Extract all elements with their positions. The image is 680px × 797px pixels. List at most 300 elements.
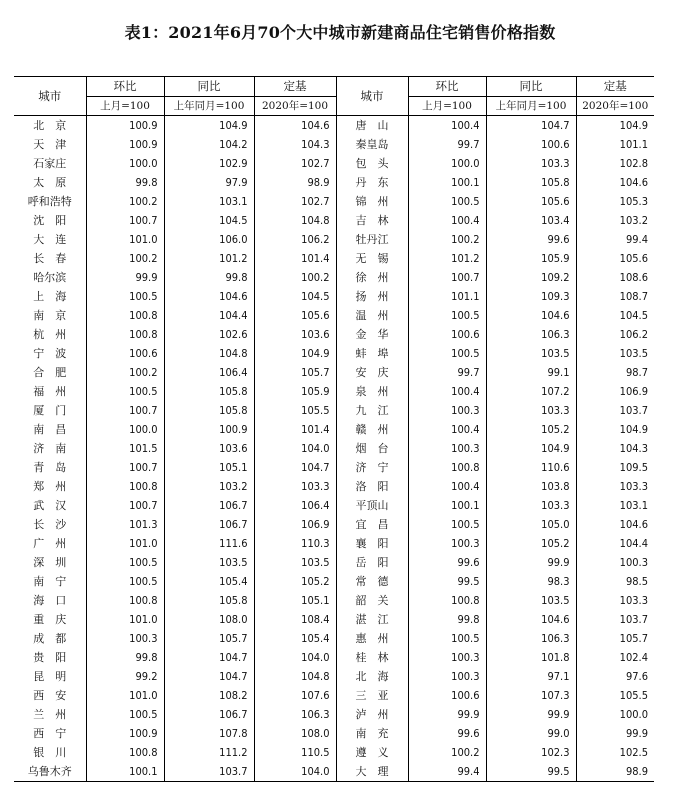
mom-value-right: 100.4 (408, 477, 486, 496)
base-value-left: 102.7 (254, 192, 336, 211)
mom-value-right: 100.8 (408, 591, 486, 610)
header-base-sub-left: 2020年=100 (254, 97, 336, 116)
yoy-value-left: 105.7 (164, 629, 254, 648)
table-row (14, 439, 654, 458)
base-value-left: 106.3 (254, 705, 336, 724)
city-name-right: 锦 州 (336, 192, 408, 211)
yoy-value-left: 108.2 (164, 686, 254, 705)
city-name-right: 烟 台 (336, 439, 408, 458)
city-name-left: 合 肥 (33, 366, 67, 379)
yoy-value-right: 103.5 (486, 591, 576, 610)
yoy-value-right: 105.0 (486, 515, 576, 534)
yoy-value-right: 103.8 (486, 477, 576, 496)
base-value-right: 108.7 (576, 287, 654, 306)
mom-value-left: 100.7 (86, 401, 164, 420)
base-value-left: 110.3 (254, 534, 336, 553)
yoy-value-right: 109.3 (486, 287, 576, 306)
city-name-right: 南 充 (336, 724, 408, 743)
base-value-right: 103.5 (576, 344, 654, 363)
city-name-right: 北 海 (336, 667, 408, 686)
mom-value-right: 100.3 (408, 401, 486, 420)
yoy-value-right: 100.6 (486, 135, 576, 154)
yoy-value-left: 106.4 (164, 363, 254, 382)
city-name-right: 牡丹江 (336, 230, 408, 249)
city-name-right: 岳 阳 (336, 553, 408, 572)
base-value-right: 98.9 (576, 762, 654, 782)
base-value-left: 104.8 (254, 211, 336, 230)
city-name-right: 泉 州 (336, 382, 408, 401)
base-value-left: 105.9 (254, 382, 336, 401)
mom-value-right: 100.0 (408, 154, 486, 173)
city-name-right: 蚌 埠 (336, 344, 408, 363)
mom-value-left: 100.7 (86, 458, 164, 477)
mom-value-left: 100.1 (86, 762, 164, 782)
header-city-right: 城市 (336, 77, 408, 116)
base-value-right: 106.2 (576, 325, 654, 344)
city-name-right: 九 江 (336, 401, 408, 420)
mom-value-right: 100.5 (408, 344, 486, 363)
base-value-left: 110.5 (254, 743, 336, 762)
city-name-right: 三 亚 (336, 686, 408, 705)
base-value-left: 103.6 (254, 325, 336, 344)
table-row (14, 135, 654, 154)
table-row (14, 173, 654, 192)
table-row (14, 534, 654, 553)
base-value-right: 104.4 (576, 534, 654, 553)
yoy-value-left: 104.7 (164, 648, 254, 667)
mom-value-left: 100.0 (86, 154, 164, 173)
yoy-value-left: 102.9 (164, 154, 254, 173)
city-name-left: 济 南 (33, 442, 67, 455)
table-row (14, 401, 654, 420)
yoy-value-right: 99.9 (486, 553, 576, 572)
yoy-value-right: 110.6 (486, 458, 576, 477)
yoy-value-right: 105.9 (486, 249, 576, 268)
city-name-left: 沈 阳 (33, 214, 67, 227)
city-name-left: 福 州 (33, 385, 67, 398)
city-name-right: 宜 昌 (336, 515, 408, 534)
yoy-value-left: 105.1 (164, 458, 254, 477)
city-name-right: 秦皇岛 (336, 135, 408, 154)
table-row (14, 553, 654, 572)
mom-value-left: 100.5 (86, 382, 164, 401)
mom-value-right: 100.6 (408, 325, 486, 344)
base-value-right: 104.5 (576, 306, 654, 325)
table-row (14, 363, 654, 382)
table-row (14, 211, 654, 230)
base-value-right: 102.4 (576, 648, 654, 667)
mom-value-left: 100.8 (86, 591, 164, 610)
yoy-value-right: 105.6 (486, 192, 576, 211)
base-value-left: 105.7 (254, 363, 336, 382)
mom-value-left: 100.8 (86, 743, 164, 762)
mom-value-right: 99.6 (408, 553, 486, 572)
base-value-right: 105.7 (576, 629, 654, 648)
city-name-right: 湛 江 (336, 610, 408, 629)
city-name-right: 遵 义 (336, 743, 408, 762)
mom-value-right: 100.5 (408, 306, 486, 325)
mom-value-left: 100.8 (86, 306, 164, 325)
yoy-value-right: 103.4 (486, 211, 576, 230)
yoy-value-left: 107.8 (164, 724, 254, 743)
base-value-left: 104.0 (254, 439, 336, 458)
yoy-value-left: 101.2 (164, 249, 254, 268)
header-mom-left: 环比 (86, 77, 164, 97)
yoy-value-left: 106.7 (164, 496, 254, 515)
mom-value-left: 100.2 (86, 192, 164, 211)
mom-value-right: 99.9 (408, 705, 486, 724)
table-row (14, 648, 654, 667)
yoy-value-left: 104.4 (164, 306, 254, 325)
base-value-right: 105.3 (576, 192, 654, 211)
mom-value-right: 101.1 (408, 287, 486, 306)
base-value-right: 108.6 (576, 268, 654, 287)
city-name-left: 深 圳 (33, 556, 67, 569)
mom-value-left: 101.0 (86, 686, 164, 705)
city-name-right: 安 庆 (336, 363, 408, 382)
header-mom-right: 环比 (408, 77, 486, 97)
header-base-left: 定基 (254, 77, 336, 97)
base-value-left: 108.0 (254, 724, 336, 743)
city-name-left: 宁 波 (33, 347, 67, 360)
yoy-value-right: 103.5 (486, 344, 576, 363)
city-name-right: 平顶山 (336, 496, 408, 515)
mom-value-left: 100.8 (86, 477, 164, 496)
table-header (14, 77, 654, 116)
base-value-right: 104.9 (576, 420, 654, 439)
base-value-right: 106.9 (576, 382, 654, 401)
mom-value-left: 100.2 (86, 249, 164, 268)
base-value-right: 103.2 (576, 211, 654, 230)
base-value-left: 104.7 (254, 458, 336, 477)
yoy-value-right: 107.3 (486, 686, 576, 705)
mom-value-left: 100.9 (86, 116, 164, 136)
city-name-left: 武 汉 (33, 499, 67, 512)
base-value-right: 97.6 (576, 667, 654, 686)
yoy-value-right: 104.6 (486, 610, 576, 629)
mom-value-right: 99.7 (408, 135, 486, 154)
mom-value-left: 100.9 (86, 135, 164, 154)
table-row (14, 230, 654, 249)
city-name-right: 常 德 (336, 572, 408, 591)
city-name-left: 杭 州 (33, 328, 67, 341)
city-name-left: 西 宁 (33, 727, 67, 740)
table-body (14, 116, 654, 782)
base-value-right: 103.3 (576, 477, 654, 496)
mom-value-right: 99.6 (408, 724, 486, 743)
mom-value-right: 100.8 (408, 458, 486, 477)
base-value-left: 106.9 (254, 515, 336, 534)
mom-value-left: 101.0 (86, 610, 164, 629)
yoy-value-left: 104.5 (164, 211, 254, 230)
yoy-value-left: 105.4 (164, 572, 254, 591)
yoy-value-left: 102.6 (164, 325, 254, 344)
mom-value-right: 101.2 (408, 249, 486, 268)
city-name-left: 南 昌 (33, 423, 67, 436)
table-row (14, 477, 654, 496)
yoy-value-left: 106.0 (164, 230, 254, 249)
mom-value-left: 100.5 (86, 553, 164, 572)
table-row (14, 249, 654, 268)
city-name-left: 贵 阳 (33, 651, 67, 664)
yoy-value-right: 103.3 (486, 154, 576, 173)
city-name-right: 韶 关 (336, 591, 408, 610)
city-name-right: 包 头 (336, 154, 408, 173)
yoy-value-left: 108.0 (164, 610, 254, 629)
city-name-right: 泸 州 (336, 705, 408, 724)
city-name-left: 北 京 (33, 119, 67, 132)
base-value-right: 104.6 (576, 515, 654, 534)
mom-value-right: 100.1 (408, 173, 486, 192)
base-value-left: 104.9 (254, 344, 336, 363)
mom-value-left: 100.3 (86, 629, 164, 648)
mom-value-right: 99.4 (408, 762, 486, 782)
base-value-right: 99.9 (576, 724, 654, 743)
base-value-left: 107.6 (254, 686, 336, 705)
price-index-table (14, 76, 654, 782)
yoy-value-right: 105.2 (486, 534, 576, 553)
base-value-right: 100.3 (576, 553, 654, 572)
mom-value-left: 101.0 (86, 230, 164, 249)
yoy-value-left: 103.7 (164, 762, 254, 782)
city-name-right: 大 理 (336, 762, 408, 782)
city-name-right: 无 锡 (336, 249, 408, 268)
base-value-left: 101.4 (254, 420, 336, 439)
city-name-left: 青 岛 (33, 461, 67, 474)
base-value-left: 106.4 (254, 496, 336, 515)
yoy-value-left: 106.7 (164, 515, 254, 534)
yoy-value-left: 99.8 (164, 268, 254, 287)
mom-value-left: 99.9 (86, 268, 164, 287)
yoy-value-right: 99.6 (486, 230, 576, 249)
city-name-right: 唐 山 (336, 116, 408, 136)
base-value-right: 104.6 (576, 173, 654, 192)
header-base-right: 定基 (576, 77, 654, 97)
yoy-value-right: 104.7 (486, 116, 576, 136)
table-row (14, 154, 654, 173)
yoy-value-left: 104.2 (164, 135, 254, 154)
city-name-left: 南 京 (33, 309, 67, 322)
base-value-left: 103.3 (254, 477, 336, 496)
yoy-value-left: 104.8 (164, 344, 254, 363)
base-value-left: 105.6 (254, 306, 336, 325)
header-yoy-right: 同比 (486, 77, 576, 97)
mom-value-right: 100.5 (408, 629, 486, 648)
city-name-left: 重 庆 (33, 613, 67, 626)
yoy-value-left: 104.9 (164, 116, 254, 136)
base-value-right: 103.3 (576, 591, 654, 610)
table-row (14, 705, 654, 724)
yoy-value-left: 104.7 (164, 667, 254, 686)
header-yoy-left: 同比 (164, 77, 254, 97)
mom-value-right: 100.3 (408, 534, 486, 553)
mom-value-left: 100.5 (86, 572, 164, 591)
city-name-right: 惠 州 (336, 629, 408, 648)
base-value-right: 105.6 (576, 249, 654, 268)
mom-value-right: 100.5 (408, 192, 486, 211)
city-name-left: 广 州 (33, 537, 67, 550)
header-yoy-sub-right: 上年同月=100 (486, 97, 576, 116)
base-value-right: 98.7 (576, 363, 654, 382)
mom-value-left: 101.0 (86, 534, 164, 553)
mom-value-right: 99.7 (408, 363, 486, 382)
mom-value-right: 100.2 (408, 230, 486, 249)
yoy-value-right: 101.8 (486, 648, 576, 667)
base-value-left: 100.2 (254, 268, 336, 287)
mom-value-right: 100.4 (408, 420, 486, 439)
yoy-value-left: 103.6 (164, 439, 254, 458)
base-value-right: 103.7 (576, 610, 654, 629)
table-row (14, 686, 654, 705)
city-name-right: 温 州 (336, 306, 408, 325)
city-name-left: 银 川 (33, 746, 67, 759)
header-yoy-sub-left: 上年同月=100 (164, 97, 254, 116)
base-value-right: 104.3 (576, 439, 654, 458)
yoy-value-left: 100.9 (164, 420, 254, 439)
base-value-left: 98.9 (254, 173, 336, 192)
city-name-left: 石家庄 (33, 157, 67, 170)
mom-value-right: 99.8 (408, 610, 486, 629)
table-row (14, 610, 654, 629)
base-value-right: 103.7 (576, 401, 654, 420)
yoy-value-right: 99.5 (486, 762, 576, 782)
city-name-right: 吉 林 (336, 211, 408, 230)
base-value-left: 104.3 (254, 135, 336, 154)
yoy-value-right: 109.2 (486, 268, 576, 287)
yoy-value-left: 105.8 (164, 382, 254, 401)
city-name-left: 上 海 (33, 290, 67, 303)
table-row (14, 344, 654, 363)
base-value-right: 102.5 (576, 743, 654, 762)
city-name-left: 厦 门 (33, 404, 67, 417)
city-name-right: 赣 州 (336, 420, 408, 439)
table-row (14, 762, 654, 782)
mom-value-right: 100.4 (408, 382, 486, 401)
city-name-left: 成 都 (33, 632, 67, 645)
mom-value-right: 100.5 (408, 515, 486, 534)
yoy-value-left: 104.6 (164, 287, 254, 306)
base-value-left: 101.4 (254, 249, 336, 268)
base-value-right: 109.5 (576, 458, 654, 477)
yoy-value-right: 107.2 (486, 382, 576, 401)
yoy-value-right: 105.2 (486, 420, 576, 439)
city-name-right: 济 宁 (336, 458, 408, 477)
yoy-value-right: 99.9 (486, 705, 576, 724)
table-row (14, 458, 654, 477)
mom-value-left: 100.0 (86, 420, 164, 439)
mom-value-right: 100.6 (408, 686, 486, 705)
city-name-right: 襄 阳 (336, 534, 408, 553)
city-name-left: 大 连 (33, 233, 67, 246)
yoy-value-right: 104.9 (486, 439, 576, 458)
yoy-value-right: 106.3 (486, 325, 576, 344)
city-name-left: 哈尔滨 (33, 271, 67, 284)
city-name-left: 长 春 (33, 252, 67, 265)
header-mom-sub-right: 上月=100 (408, 97, 486, 116)
city-name-right: 扬 州 (336, 287, 408, 306)
base-value-right: 102.8 (576, 154, 654, 173)
table-row (14, 629, 654, 648)
yoy-value-left: 103.5 (164, 553, 254, 572)
city-name-left: 兰 州 (33, 708, 67, 721)
base-value-left: 104.6 (254, 116, 336, 136)
yoy-value-right: 104.6 (486, 306, 576, 325)
yoy-value-right: 98.3 (486, 572, 576, 591)
mom-value-left: 100.2 (86, 363, 164, 382)
city-name-right: 徐 州 (336, 268, 408, 287)
mom-value-left: 99.8 (86, 173, 164, 192)
table-row (14, 591, 654, 610)
yoy-value-right: 106.3 (486, 629, 576, 648)
city-name-left: 西 安 (33, 689, 67, 702)
city-name-left: 太 原 (33, 176, 67, 189)
mom-value-left: 101.3 (86, 515, 164, 534)
mom-value-left: 100.9 (86, 724, 164, 743)
base-value-left: 104.5 (254, 287, 336, 306)
mom-value-left: 99.2 (86, 667, 164, 686)
table-row (14, 667, 654, 686)
header-mom-sub-left: 上月=100 (86, 97, 164, 116)
base-value-left: 104.8 (254, 667, 336, 686)
yoy-value-left: 103.1 (164, 192, 254, 211)
yoy-value-right: 97.1 (486, 667, 576, 686)
base-value-right: 103.1 (576, 496, 654, 515)
mom-value-left: 99.8 (86, 648, 164, 667)
mom-value-left: 100.7 (86, 496, 164, 515)
city-name-left: 郑 州 (33, 480, 67, 493)
yoy-value-left: 111.6 (164, 534, 254, 553)
city-name-left: 海 口 (33, 594, 67, 607)
table-row (14, 743, 654, 762)
city-name-left: 长 沙 (33, 518, 67, 531)
mom-value-right: 100.4 (408, 211, 486, 230)
mom-value-right: 100.3 (408, 667, 486, 686)
city-name-right: 洛 阳 (336, 477, 408, 496)
mom-value-left: 100.6 (86, 344, 164, 363)
table-row (14, 325, 654, 344)
mom-value-right: 100.4 (408, 116, 486, 136)
base-value-left: 108.4 (254, 610, 336, 629)
base-value-left: 103.5 (254, 553, 336, 572)
base-value-left: 106.2 (254, 230, 336, 249)
mom-value-left: 100.7 (86, 211, 164, 230)
base-value-right: 101.1 (576, 135, 654, 154)
yoy-value-left: 105.8 (164, 591, 254, 610)
table-row (14, 306, 654, 325)
city-name-left: 天 津 (33, 138, 67, 151)
yoy-value-right: 99.0 (486, 724, 576, 743)
base-value-left: 102.7 (254, 154, 336, 173)
city-name-left: 呼和浩特 (27, 195, 72, 208)
table-row (14, 496, 654, 515)
base-value-left: 104.0 (254, 648, 336, 667)
base-value-right: 100.0 (576, 705, 654, 724)
base-value-right: 98.5 (576, 572, 654, 591)
mom-value-right: 100.7 (408, 268, 486, 287)
mom-value-right: 99.5 (408, 572, 486, 591)
table-row (14, 287, 654, 306)
yoy-value-left: 103.2 (164, 477, 254, 496)
base-value-right: 104.9 (576, 116, 654, 136)
table-row (14, 382, 654, 401)
city-name-right: 金 华 (336, 325, 408, 344)
city-name-right: 丹 东 (336, 173, 408, 192)
yoy-value-right: 103.3 (486, 401, 576, 420)
yoy-value-left: 111.2 (164, 743, 254, 762)
table-row (14, 420, 654, 439)
base-value-left: 105.1 (254, 591, 336, 610)
city-name-left: 昆 明 (33, 670, 67, 683)
